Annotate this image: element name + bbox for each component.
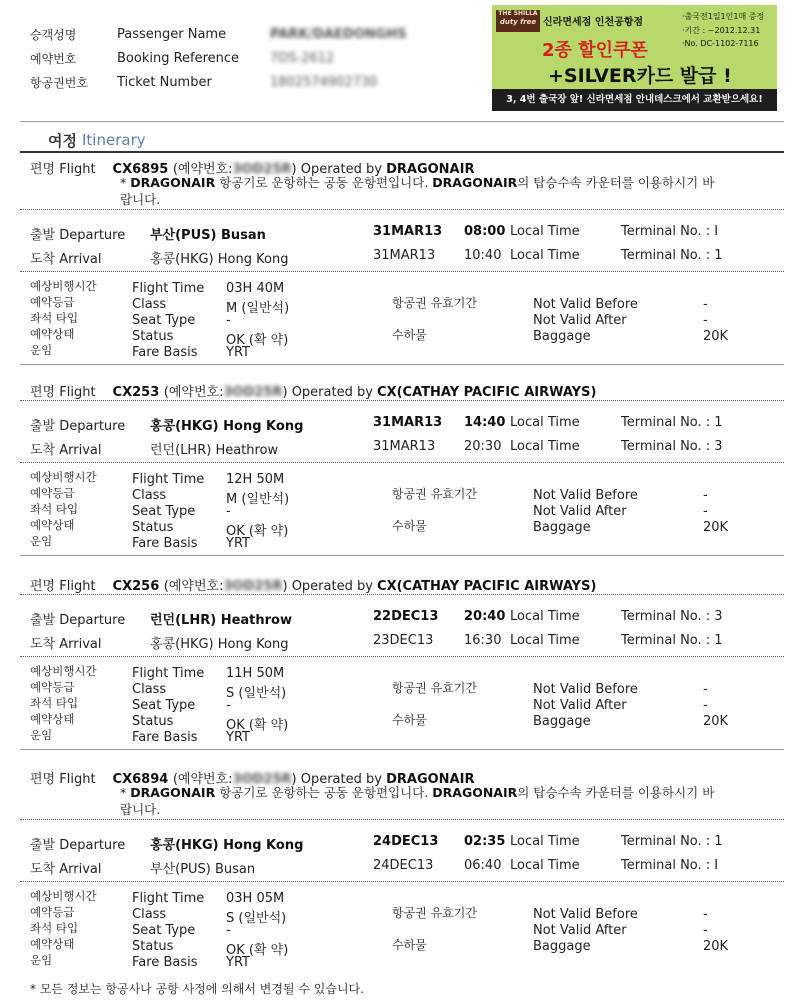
status-value: OK (확 약) xyxy=(226,943,289,958)
booking-code: 3OD25R xyxy=(232,162,292,177)
departure-label: 출발 Departure xyxy=(30,228,126,243)
flight-time-value: 03H 40M xyxy=(226,281,285,296)
departure-city: 홍콩(HKG) Hong Kong xyxy=(150,419,304,434)
flight-number: CX6894 xyxy=(112,772,173,787)
dotted-divider xyxy=(20,819,784,820)
flight-number: CX256 xyxy=(112,579,164,594)
departure-time: 02:35 xyxy=(464,834,506,849)
seat-type-label: Seat Type xyxy=(132,698,196,713)
not-valid-after-label: Not Valid After xyxy=(533,698,627,713)
header-divider xyxy=(20,121,784,122)
itinerary-title-underline xyxy=(20,151,784,153)
dotted-divider xyxy=(20,271,784,272)
arrival-local-time-label: Local Time xyxy=(510,439,580,454)
class-value: M (일반석) xyxy=(226,492,290,507)
not-valid-before-label: Not Valid Before xyxy=(533,907,638,922)
dotted-divider xyxy=(20,462,784,463)
status-value: OK (확 약) xyxy=(226,718,289,733)
departure-time: 20:40 xyxy=(464,609,506,624)
class-label-ko: 예약등급 xyxy=(30,905,75,919)
class-value: S (일반석) xyxy=(226,911,287,926)
ticket-number-label-ko: 항공권번호 xyxy=(30,76,88,90)
flight-time-label-ko: 예상비행시간 xyxy=(30,470,97,484)
arrival-date: 23DEC13 xyxy=(373,633,434,648)
booking-ref-label-ko: 예약번호 xyxy=(30,52,77,66)
departure-time: 14:40 xyxy=(464,415,506,430)
operator-name: DRAGONAIR xyxy=(386,162,475,177)
arrival-terminal: Terminal No. : 3 xyxy=(621,439,723,454)
arrival-time: 20:30 xyxy=(464,439,502,454)
codeshare-note-line2: 랍니다. xyxy=(120,192,161,207)
booking-code: 3OD25R xyxy=(223,385,283,400)
status-label-ko: 예약상태 xyxy=(30,937,75,951)
baggage-value: 20K xyxy=(703,520,729,535)
logo-bottom-text: duty free xyxy=(499,18,537,26)
booking-code-label: (예약번호: xyxy=(163,579,224,594)
flight-number: CX6895 xyxy=(112,162,173,177)
fare-basis-value: YRT xyxy=(226,955,250,970)
flight-label: 편명 Flight xyxy=(30,162,96,177)
seat-type-label-ko: 좌석 타입 xyxy=(30,311,79,325)
operator-name: CX(CATHAY PACIFIC AIRWAYS) xyxy=(377,385,597,400)
not-valid-after-value: - xyxy=(703,313,708,328)
shilla-logo xyxy=(496,10,540,32)
ticket-number-label: Ticket Number xyxy=(117,75,212,90)
baggage-label-ko: 수하물 xyxy=(392,713,427,727)
booking-ref-label: Booking Reference xyxy=(117,51,240,66)
not-valid-before-value: - xyxy=(703,297,708,312)
baggage-label: Baggage xyxy=(533,329,591,344)
departure-terminal: Terminal No. : I xyxy=(621,224,719,239)
note-carrier: DRAGONAIR xyxy=(130,785,216,800)
class-value: S (일반석) xyxy=(226,686,287,701)
fare-basis-label: Fare Basis xyxy=(132,955,198,970)
fare-basis-value: YRT xyxy=(226,536,250,551)
ad-store-name: 신라면세점 인천공항점 xyxy=(543,17,644,28)
arrival-terminal: Terminal No. : 1 xyxy=(621,248,723,263)
codeshare-note-line2: 랍니다. xyxy=(120,802,161,817)
seat-type-label-ko: 좌석 타입 xyxy=(30,696,79,710)
booking-code-label: (예약번호: xyxy=(163,385,224,400)
note-text-end: 의 탑승수속 카운터를 이용하시기 바 xyxy=(517,785,715,800)
not-valid-before-value: - xyxy=(703,488,708,503)
class-label: Class xyxy=(132,907,167,922)
operated-by-label: Operated by xyxy=(300,772,387,787)
booking-code: 3OD25R xyxy=(232,772,292,787)
status-label-ko: 예약상태 xyxy=(30,712,75,726)
passenger-name-value: PARK/DAEDONGHS xyxy=(270,27,407,42)
seat-type-label: Seat Type xyxy=(132,504,196,519)
departure-city: 부산(PUS) Busan xyxy=(150,228,266,243)
seat-type-label-ko: 좌석 타입 xyxy=(30,921,79,935)
codeshare-note xyxy=(120,783,714,801)
operated-by-label: Operated by xyxy=(291,385,378,400)
ad-info-1: ·출국전1일1인1매 증정 xyxy=(682,12,765,21)
fare-basis-value: YRT xyxy=(226,730,250,745)
flight-header xyxy=(30,575,596,594)
status-label: Status xyxy=(132,329,174,344)
not-valid-before-label: Not Valid Before xyxy=(533,297,638,312)
passenger-name-label: Passenger Name xyxy=(117,27,227,42)
note-text-end: 의 탑승수속 카운터를 이용하시기 바 xyxy=(517,175,715,190)
class-label-ko: 예약등급 xyxy=(30,486,75,500)
not-valid-before-label: Not Valid Before xyxy=(533,682,638,697)
flight-label: 편명 Flight xyxy=(30,385,96,400)
itinerary-title-en: Itinerary xyxy=(82,131,146,149)
not-valid-after-label: Not Valid After xyxy=(533,504,627,519)
class-label-ko: 예약등급 xyxy=(30,680,75,694)
dotted-divider xyxy=(20,209,784,210)
departure-time: 08:00 xyxy=(464,224,506,239)
status-label: Status xyxy=(132,520,174,535)
arrival-local-time-label: Local Time xyxy=(510,633,580,648)
validity-label-ko: 항공권 유효기간 xyxy=(392,296,477,310)
status-label-ko: 예약상태 xyxy=(30,327,75,341)
departure-date: 31MAR13 xyxy=(373,224,443,239)
departure-label: 출발 Departure xyxy=(30,838,126,853)
ad-silver-text: +SILVER카드 발급 ! xyxy=(548,65,732,87)
validity-label-ko: 항공권 유효기간 xyxy=(392,681,477,695)
seat-type-value: - xyxy=(226,698,231,713)
ad-info-3: ·No. DC-1102-7116 xyxy=(682,39,759,48)
fare-basis-label-ko: 운임 xyxy=(30,953,53,967)
logo-top-text: THE SHILLA xyxy=(498,10,538,17)
seat-type-label-ko: 좌석 타입 xyxy=(30,502,79,516)
departure-label: 출발 Departure xyxy=(30,419,126,434)
passenger-name-label-ko: 승객성명 xyxy=(30,28,77,42)
seat-type-value: - xyxy=(226,923,231,938)
arrival-terminal: Terminal No. : I xyxy=(621,858,719,873)
booking-code-close: ) xyxy=(291,772,301,787)
arrival-local-time-label: Local Time xyxy=(510,248,580,263)
segment-divider xyxy=(20,749,784,750)
arrival-city: 부산(PUS) Busan xyxy=(150,862,256,877)
departure-terminal: Terminal No. : 1 xyxy=(621,834,723,849)
ad-info-2: ·기간 : ~2012.12.31 xyxy=(682,26,761,35)
arrival-label: 도착 Arrival xyxy=(30,862,102,877)
arrival-city: 런던(LHR) Heathrow xyxy=(150,443,279,458)
validity-label-ko: 항공권 유효기간 xyxy=(392,906,477,920)
baggage-label: Baggage xyxy=(533,520,591,535)
departure-date: 24DEC13 xyxy=(373,834,439,849)
baggage-value: 20K xyxy=(703,329,729,344)
departure-local-time-label: Local Time xyxy=(510,224,580,239)
baggage-label-ko: 수하물 xyxy=(392,519,427,533)
ad-footer-strip: 3, 4번 출국장 앞! 신라면세점 안내데스크에서 교환받으세요! xyxy=(492,89,777,111)
fare-basis-label-ko: 운임 xyxy=(30,728,53,742)
arrival-time: 06:40 xyxy=(464,858,502,873)
arrival-date: 31MAR13 xyxy=(373,439,436,454)
ad-coupon-text: 2종 할인쿠폰 xyxy=(542,40,648,61)
fare-basis-label: Fare Basis xyxy=(132,345,198,360)
flight-time-value: 03H 05M xyxy=(226,891,285,906)
arrival-time: 10:40 xyxy=(464,248,502,263)
arrival-city: 홍콩(HKG) Hong Kong xyxy=(150,252,289,267)
not-valid-before-value: - xyxy=(703,682,708,697)
status-label-ko: 예약상태 xyxy=(30,518,75,532)
status-label: Status xyxy=(132,714,174,729)
seat-type-value: - xyxy=(226,313,231,328)
flight-time-label-ko: 예상비행시간 xyxy=(30,664,97,678)
not-valid-after-label: Not Valid After xyxy=(533,313,627,328)
codeshare-note xyxy=(120,173,714,191)
not-valid-after-value: - xyxy=(703,923,708,938)
class-label: Class xyxy=(132,297,167,312)
baggage-label: Baggage xyxy=(533,714,591,729)
booking-code-label: (예약번호: xyxy=(172,162,233,177)
fare-basis-label: Fare Basis xyxy=(132,536,198,551)
baggage-label-ko: 수하물 xyxy=(392,328,427,342)
status-value: OK (확 약) xyxy=(226,524,289,539)
class-value: M (일반석) xyxy=(226,301,290,316)
dotted-divider xyxy=(20,656,784,657)
arrival-date: 24DEC13 xyxy=(373,858,434,873)
flight-time-label: Flight Time xyxy=(132,666,205,681)
booking-code-close: ) xyxy=(291,162,301,177)
note-carrier: DRAGONAIR xyxy=(130,175,216,190)
flight-number: CX253 xyxy=(112,385,164,400)
operator-name: DRAGONAIR xyxy=(386,772,475,787)
booking-ref-value: 7DS-2612 xyxy=(270,51,335,66)
arrival-city: 홍콩(HKG) Hong Kong xyxy=(150,637,289,652)
fare-basis-label-ko: 운임 xyxy=(30,534,53,548)
flight-time-label: Flight Time xyxy=(132,281,205,296)
not-valid-after-value: - xyxy=(703,698,708,713)
flight-time-label: Flight Time xyxy=(132,891,205,906)
note-carrier-2: DRAGONAIR xyxy=(432,785,518,800)
departure-local-time-label: Local Time xyxy=(510,415,580,430)
seat-type-label: Seat Type xyxy=(132,313,196,328)
validity-label-ko: 항공권 유효기간 xyxy=(392,487,477,501)
departure-city: 런던(LHR) Heathrow xyxy=(150,613,292,628)
flight-label: 편명 Flight xyxy=(30,772,96,787)
flight-label: 편명 Flight xyxy=(30,579,96,594)
dotted-divider xyxy=(20,400,784,401)
fare-basis-value: YRT xyxy=(226,345,250,360)
duty-free-ad-banner[interactable] xyxy=(492,5,777,111)
booking-code-label: (예약번호: xyxy=(172,772,233,787)
baggage-label-ko: 수하물 xyxy=(392,938,427,952)
flight-time-label-ko: 예상비행시간 xyxy=(30,279,97,293)
segment-divider xyxy=(20,364,784,365)
arrival-time: 16:30 xyxy=(464,633,502,648)
not-valid-before-label: Not Valid Before xyxy=(533,488,638,503)
departure-label: 출발 Departure xyxy=(30,613,126,628)
departure-date: 31MAR13 xyxy=(373,415,443,430)
operated-by-label: Operated by xyxy=(300,162,387,177)
status-value: OK (확 약) xyxy=(226,333,289,348)
status-label: Status xyxy=(132,939,174,954)
flight-time-label: Flight Time xyxy=(132,472,205,487)
booking-code: 3OD25R xyxy=(223,579,283,594)
note-text: 항공기로 운항하는 공동 운항편입니다. xyxy=(215,175,433,190)
departure-terminal: Terminal No. : 1 xyxy=(621,415,723,430)
departure-local-time-label: Local Time xyxy=(510,609,580,624)
not-valid-before-value: - xyxy=(703,907,708,922)
arrival-terminal: Terminal No. : 1 xyxy=(621,633,723,648)
segment-divider xyxy=(20,555,784,556)
not-valid-after-value: - xyxy=(703,504,708,519)
seat-type-value: - xyxy=(226,504,231,519)
class-label-ko: 예약등급 xyxy=(30,295,75,309)
arrival-label: 도착 Arrival xyxy=(30,252,102,267)
not-valid-after-label: Not Valid After xyxy=(533,923,627,938)
footer-note: * 모든 정보는 항공사나 공항 사정에 의해서 변경될 수 있습니다. xyxy=(30,982,364,996)
arrival-label: 도착 Arrival xyxy=(30,637,102,652)
departure-terminal: Terminal No. : 3 xyxy=(621,609,723,624)
seat-type-label: Seat Type xyxy=(132,923,196,938)
itinerary-title-ko: 여정 xyxy=(48,132,77,150)
flight-time-label-ko: 예상비행시간 xyxy=(30,889,97,903)
booking-code-close: ) xyxy=(282,579,292,594)
ticket-number-value: 1802574902730 xyxy=(270,75,378,90)
dotted-divider xyxy=(20,594,784,595)
note-text: 항공기로 운항하는 공동 운항편입니다. xyxy=(215,785,433,800)
baggage-value: 20K xyxy=(703,939,729,954)
note-star: * xyxy=(120,785,131,800)
note-carrier-2: DRAGONAIR xyxy=(432,175,518,190)
note-star: * xyxy=(120,175,131,190)
flight-time-value: 11H 50M xyxy=(226,666,285,681)
class-label: Class xyxy=(132,488,167,503)
departure-local-time-label: Local Time xyxy=(510,834,580,849)
fare-basis-label-ko: 운임 xyxy=(30,343,53,357)
departure-date: 22DEC13 xyxy=(373,609,439,624)
booking-code-close: ) xyxy=(282,385,292,400)
arrival-label: 도착 Arrival xyxy=(30,443,102,458)
departure-city: 홍콩(HKG) Hong Kong xyxy=(150,838,304,853)
arrival-local-time-label: Local Time xyxy=(510,858,580,873)
class-label: Class xyxy=(132,682,167,697)
fare-basis-label: Fare Basis xyxy=(132,730,198,745)
flight-header xyxy=(30,381,596,400)
baggage-label: Baggage xyxy=(533,939,591,954)
flight-time-value: 12H 50M xyxy=(226,472,285,487)
operator-name: CX(CATHAY PACIFIC AIRWAYS) xyxy=(377,579,597,594)
operated-by-label: Operated by xyxy=(291,579,378,594)
baggage-value: 20K xyxy=(703,714,729,729)
arrival-date: 31MAR13 xyxy=(373,248,436,263)
dotted-divider xyxy=(20,881,784,882)
